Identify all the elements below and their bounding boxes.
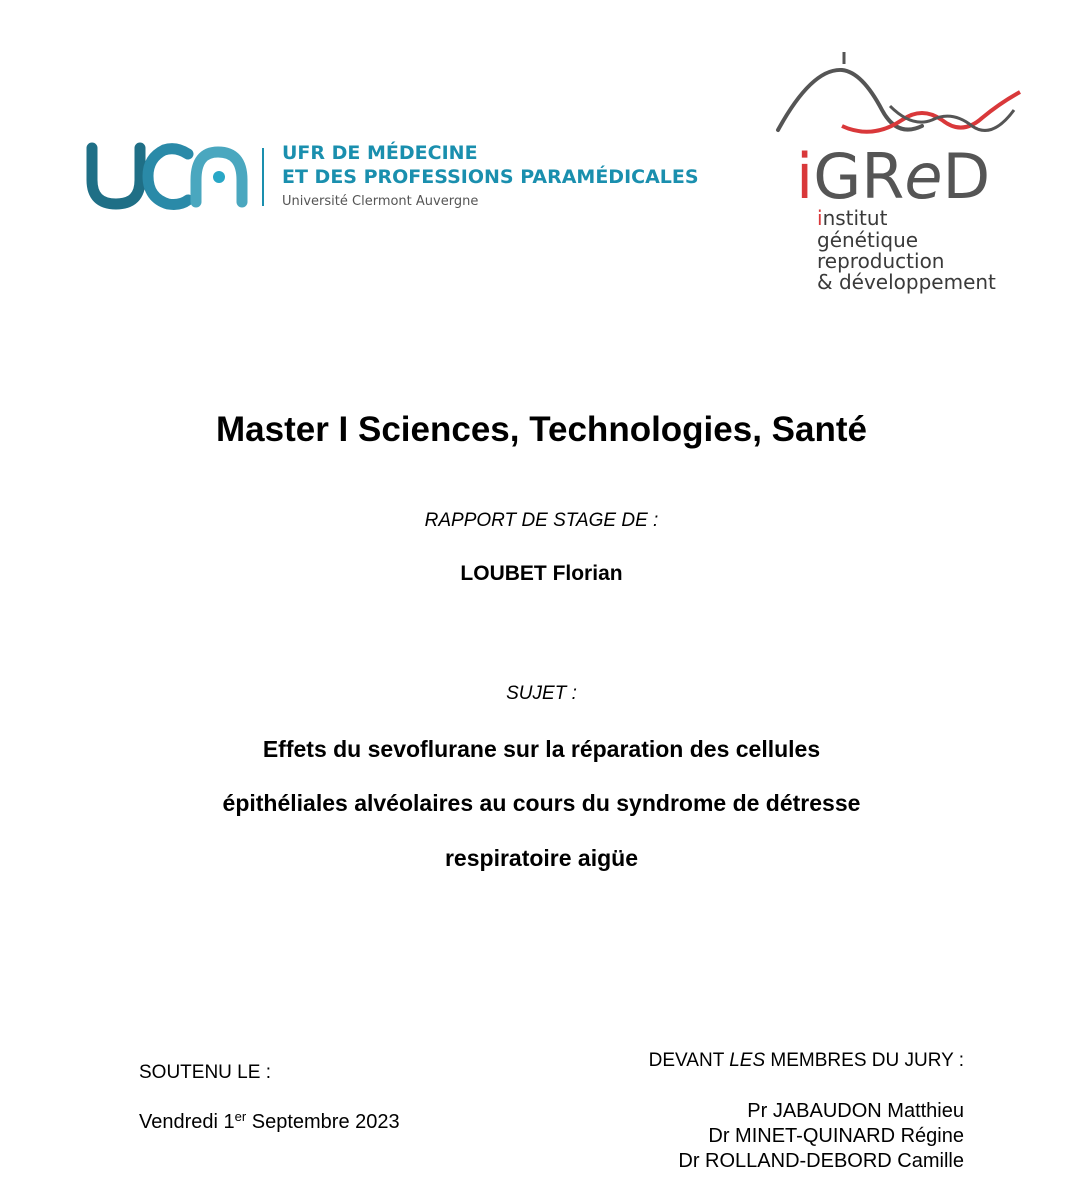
- subject-label: SUJET :: [506, 683, 577, 704]
- defense-label: SOUTENU LE :: [139, 1062, 271, 1083]
- igred-line-genetique: génétique: [817, 228, 919, 252]
- report-label: RAPPORT DE STAGE DE :: [424, 510, 659, 531]
- university-name: Université Clermont Auvergne: [282, 194, 479, 209]
- igred-line-reproduction: reproduction: [817, 249, 945, 273]
- subject-line: Effets du sevoflurane sur la réparation des cellules: [262, 736, 821, 762]
- igred-logo: [772, 48, 1042, 298]
- jury-member: Dr MINET-QUINARD Régine: [708, 1125, 964, 1147]
- ufr-name-line2: ET DES PROFESSIONS PARAMÉDICALES: [282, 166, 699, 188]
- jury-label: DEVANT LES MEMBRES DU JURY :: [648, 1050, 964, 1071]
- ufr-name-line1: UFR DE MÉDECINE: [282, 142, 478, 164]
- student-name: LOUBET Florian: [460, 562, 623, 585]
- uca-logo-mark-icon: [84, 140, 254, 220]
- svg-text:iGReD: iGReD: [796, 140, 991, 208]
- subject-line: épithéliales alvéolaires au cours du syndrome de détresse: [222, 790, 861, 816]
- igred-line-developpement: & développement: [817, 270, 996, 294]
- igred-line-institut: institut: [817, 206, 888, 230]
- logo-divider: [262, 148, 264, 206]
- defense-date: Vendredi 1er Septembre 2023: [139, 1109, 400, 1133]
- subject-line: respiratoire aigüe: [444, 845, 639, 871]
- document-title: Master I Sciences, Technologies, Santé: [216, 410, 867, 449]
- igred-logo-mark-icon: [772, 48, 1042, 208]
- jury-member: Dr ROLLAND-DEBORD Camille: [678, 1150, 964, 1172]
- uca-logo: [84, 140, 699, 220]
- jury-member: Pr JABAUDON Matthieu: [747, 1100, 964, 1122]
